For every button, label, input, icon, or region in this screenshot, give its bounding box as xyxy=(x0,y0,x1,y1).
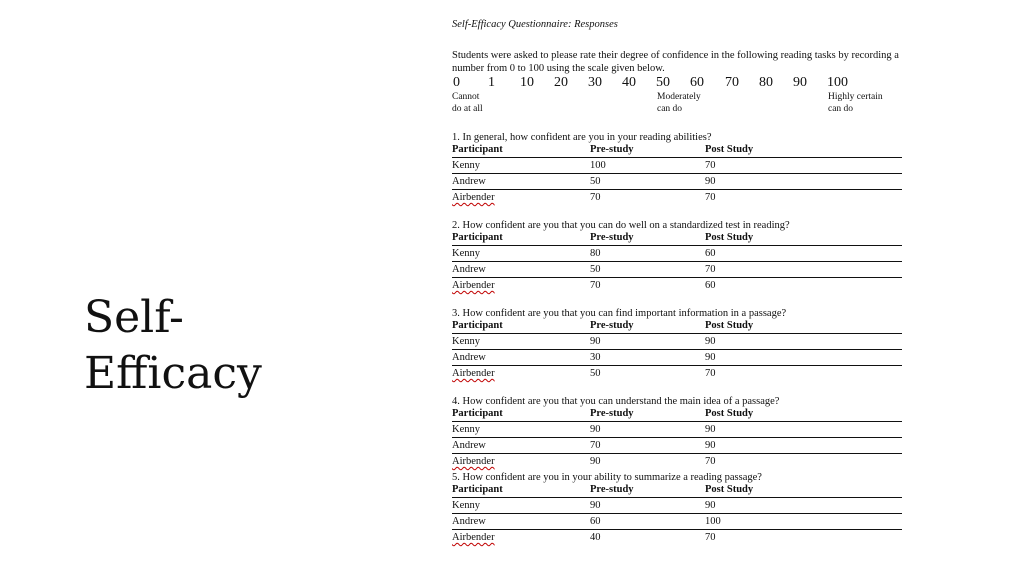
question-1 xyxy=(452,131,904,205)
table-header-row xyxy=(452,232,902,246)
table-row xyxy=(452,190,902,206)
pre-study-cell: 90 xyxy=(590,334,705,350)
table-row xyxy=(452,514,902,530)
table-header-row xyxy=(452,144,902,158)
scale-number: 40 xyxy=(622,75,636,90)
column-header: Post Study xyxy=(705,320,902,334)
question-text: 1. In general, how confident are you in your reading abilities? xyxy=(452,132,712,143)
pre-study-cell: 40 xyxy=(590,532,601,543)
scale-label-mid-line-2: can do xyxy=(657,104,683,114)
column-header: Post Study xyxy=(705,144,902,158)
participant-cell: Kenny xyxy=(452,422,590,438)
table-row xyxy=(452,334,902,350)
table-row xyxy=(452,174,902,190)
participant-cell: Kenny xyxy=(452,498,590,514)
post-study-cell: 90 xyxy=(705,334,902,350)
scale-number: 50 xyxy=(656,75,670,90)
scale-number: 0 xyxy=(453,75,460,90)
participant-cell: Kenny xyxy=(452,334,590,350)
scale-label-high xyxy=(828,91,883,115)
pre-study-cell: 80 xyxy=(590,246,705,262)
table-row xyxy=(452,278,902,294)
pre-study-cell: 50 xyxy=(590,174,705,190)
scale-label-mid xyxy=(657,91,701,115)
question-text: 2. How confident are you that you can do well on a standardized test in reading? xyxy=(452,220,790,231)
question-2 xyxy=(452,219,904,293)
scale-label-high-line-2: can do xyxy=(828,104,854,114)
pre-study-cell: 90 xyxy=(590,456,601,467)
table-row xyxy=(452,530,902,546)
pre-study-cell: 100 xyxy=(590,158,705,174)
participant-cell: Andrew xyxy=(452,174,590,190)
question-5 xyxy=(452,471,904,545)
question-4 xyxy=(452,395,904,469)
column-header: Participant xyxy=(452,232,590,246)
table-row xyxy=(452,422,902,438)
column-header: Pre-study xyxy=(590,320,705,334)
scale-number: 70 xyxy=(725,75,739,90)
scale-label-low-line-1: Cannot xyxy=(452,92,480,102)
table-row xyxy=(452,350,902,366)
responses-table xyxy=(452,144,902,205)
participant-cell: Andrew xyxy=(452,262,590,278)
post-study-cell: 60 xyxy=(705,246,902,262)
rating-scale-numbers xyxy=(452,75,904,91)
scale-number: 80 xyxy=(759,75,773,90)
document-heading: Self-Efficacy Questionnaire: Responses xyxy=(452,19,618,30)
table-row xyxy=(452,366,902,382)
scale-number: 60 xyxy=(690,75,704,90)
post-study-cell: 90 xyxy=(705,438,902,454)
scale-label-low-line-2: do at all xyxy=(452,104,483,114)
participant-cell: Kenny xyxy=(452,246,590,262)
responses-table xyxy=(452,232,902,293)
slide-title-line-2: Efficacy xyxy=(84,348,262,399)
questionnaire-document xyxy=(452,18,904,545)
scale-label-high-line-1: Highly certain xyxy=(828,92,883,102)
question-text: 5. How confident are you in your ability to summarize a reading passage? xyxy=(452,472,762,483)
post-study-cell: 60 xyxy=(705,280,716,291)
post-study-cell: 90 xyxy=(705,498,902,514)
scale-number: 30 xyxy=(588,75,602,90)
post-study-cell: 70 xyxy=(705,158,902,174)
column-header: Participant xyxy=(452,320,590,334)
table-row xyxy=(452,246,902,262)
pre-study-cell: 50 xyxy=(590,368,601,379)
table-header-row xyxy=(452,408,902,422)
post-study-cell: 100 xyxy=(705,514,902,530)
column-header: Post Study xyxy=(705,232,902,246)
participant-cell: Airbender xyxy=(452,532,495,543)
scale-number: 20 xyxy=(554,75,568,90)
responses-table xyxy=(452,320,902,381)
scale-number: 1 xyxy=(488,75,495,90)
table-header-row xyxy=(452,484,902,498)
question-text: 4. How confident are you that you can understand the main idea of a passage? xyxy=(452,396,780,407)
column-header: Participant xyxy=(452,484,590,498)
participant-cell: Airbender xyxy=(452,368,495,379)
pre-study-cell: 70 xyxy=(590,280,601,291)
pre-study-cell: 50 xyxy=(590,262,705,278)
table-row xyxy=(452,262,902,278)
slide-title-line-1: Self- xyxy=(84,292,184,343)
pre-study-cell: 60 xyxy=(590,514,705,530)
participant-cell: Kenny xyxy=(452,158,590,174)
column-header: Post Study xyxy=(705,484,902,498)
post-study-cell: 70 xyxy=(705,192,716,203)
post-study-cell: 90 xyxy=(705,174,902,190)
table-row xyxy=(452,438,902,454)
pre-study-cell: 90 xyxy=(590,498,705,514)
post-study-cell: 70 xyxy=(705,262,902,278)
question-3 xyxy=(452,307,904,381)
column-header: Pre-study xyxy=(590,408,705,422)
participant-cell: Andrew xyxy=(452,514,590,530)
participant-cell: Airbender xyxy=(452,456,495,467)
column-header: Pre-study xyxy=(590,144,705,158)
post-study-cell: 70 xyxy=(705,456,716,467)
scale-number: 10 xyxy=(520,75,534,90)
column-header: Participant xyxy=(452,144,590,158)
pre-study-cell: 70 xyxy=(590,438,705,454)
scale-number: 90 xyxy=(793,75,807,90)
table-row xyxy=(452,498,902,514)
responses-table xyxy=(452,408,902,469)
participant-cell: Airbender xyxy=(452,280,495,291)
table-header-row xyxy=(452,320,902,334)
post-study-cell: 90 xyxy=(705,350,902,366)
post-study-cell: 70 xyxy=(705,368,716,379)
scale-label-mid-line-1: Moderately xyxy=(657,92,701,102)
pre-study-cell: 70 xyxy=(590,192,601,203)
column-header: Post Study xyxy=(705,408,902,422)
table-row xyxy=(452,454,902,470)
participant-cell: Andrew xyxy=(452,350,590,366)
column-header: Pre-study xyxy=(590,484,705,498)
table-row xyxy=(452,158,902,174)
responses-table xyxy=(452,484,902,545)
column-header: Pre-study xyxy=(590,232,705,246)
post-study-cell: 90 xyxy=(705,422,902,438)
column-header: Participant xyxy=(452,408,590,422)
participant-cell: Airbender xyxy=(452,192,495,203)
participant-cell: Andrew xyxy=(452,438,590,454)
scale-label-low xyxy=(452,91,483,115)
scale-number: 100 xyxy=(827,75,848,90)
rating-scale-labels xyxy=(452,91,904,117)
pre-study-cell: 90 xyxy=(590,422,705,438)
document-intro: Students were asked to please rate their degree of confidence in the following reading tasks by recording a number from 0 to 100 using the scale given below. xyxy=(452,50,899,74)
pre-study-cell: 30 xyxy=(590,350,705,366)
slide-title xyxy=(84,290,262,402)
question-text: 3. How confident are you that you can find important information in a passage? xyxy=(452,308,787,319)
post-study-cell: 70 xyxy=(705,532,716,543)
